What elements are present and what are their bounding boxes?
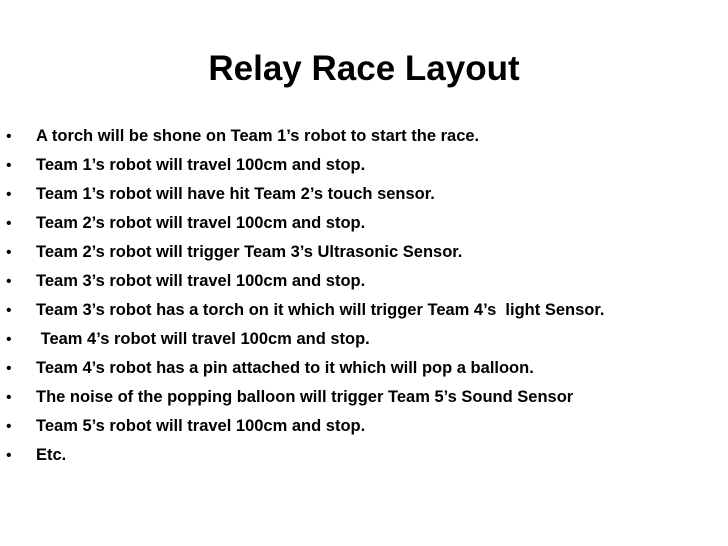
bullet-text: Team 3’s robot will travel 100cm and stop. [36,272,366,290]
bullet-icon: • [6,157,12,174]
bullet-item [0,180,728,209]
bullet-icon: • [6,128,12,145]
bullet-text: The noise of the popping balloon will trigger Team 5’s Sound Sensor [36,388,574,406]
bullet-text: Etc. [36,446,67,464]
bullet-text: Team 2’s robot will travel 100cm and stop. [36,214,366,232]
bullet-item [0,209,728,238]
bullet-text: A torch will be shone on Team 1’s robot to start the race. [36,127,480,145]
bullet-icon: • [6,389,12,406]
slide-title: Relay Race Layout [208,49,520,88]
bullet-item [0,441,728,470]
bullet-icon: • [6,302,12,319]
bullet-item [0,383,728,412]
bullet-icon: • [6,215,12,232]
bullet-item [0,412,728,441]
bullet-text: Team 4’s robot will travel 100cm and stop. [36,330,370,348]
bullet-item [0,122,728,151]
bullet-text: Team 1’s robot will travel 100cm and stop. [36,156,366,174]
bullet-text: Team 2’s robot will trigger Team 3’s Ultrasonic Sensor. [36,243,463,261]
bullet-item [0,296,728,325]
bullet-icon: • [6,360,12,377]
bullet-text: Team 4’s robot has a pin attached to it which will pop a balloon. [36,359,534,377]
bullet-text: Team 3’s robot has a torch on it which will trigger Team 4’s light Sensor. [36,301,605,319]
bullet-item [0,238,728,267]
bullet-list [0,122,728,470]
bullet-item [0,267,728,296]
bullet-text: Team 5’s robot will travel 100cm and stop. [36,417,366,435]
bullet-icon: • [6,331,12,348]
bullet-icon: • [6,418,12,435]
bullet-icon: • [6,244,12,261]
bullet-item [0,151,728,180]
bullet-icon: • [6,447,12,464]
bullet-icon: • [6,186,12,203]
bullet-icon: • [6,273,12,290]
bullet-item [0,354,728,383]
bullet-item [0,325,728,354]
bullet-text: Team 1’s robot will have hit Team 2’s touch sensor. [36,185,435,203]
